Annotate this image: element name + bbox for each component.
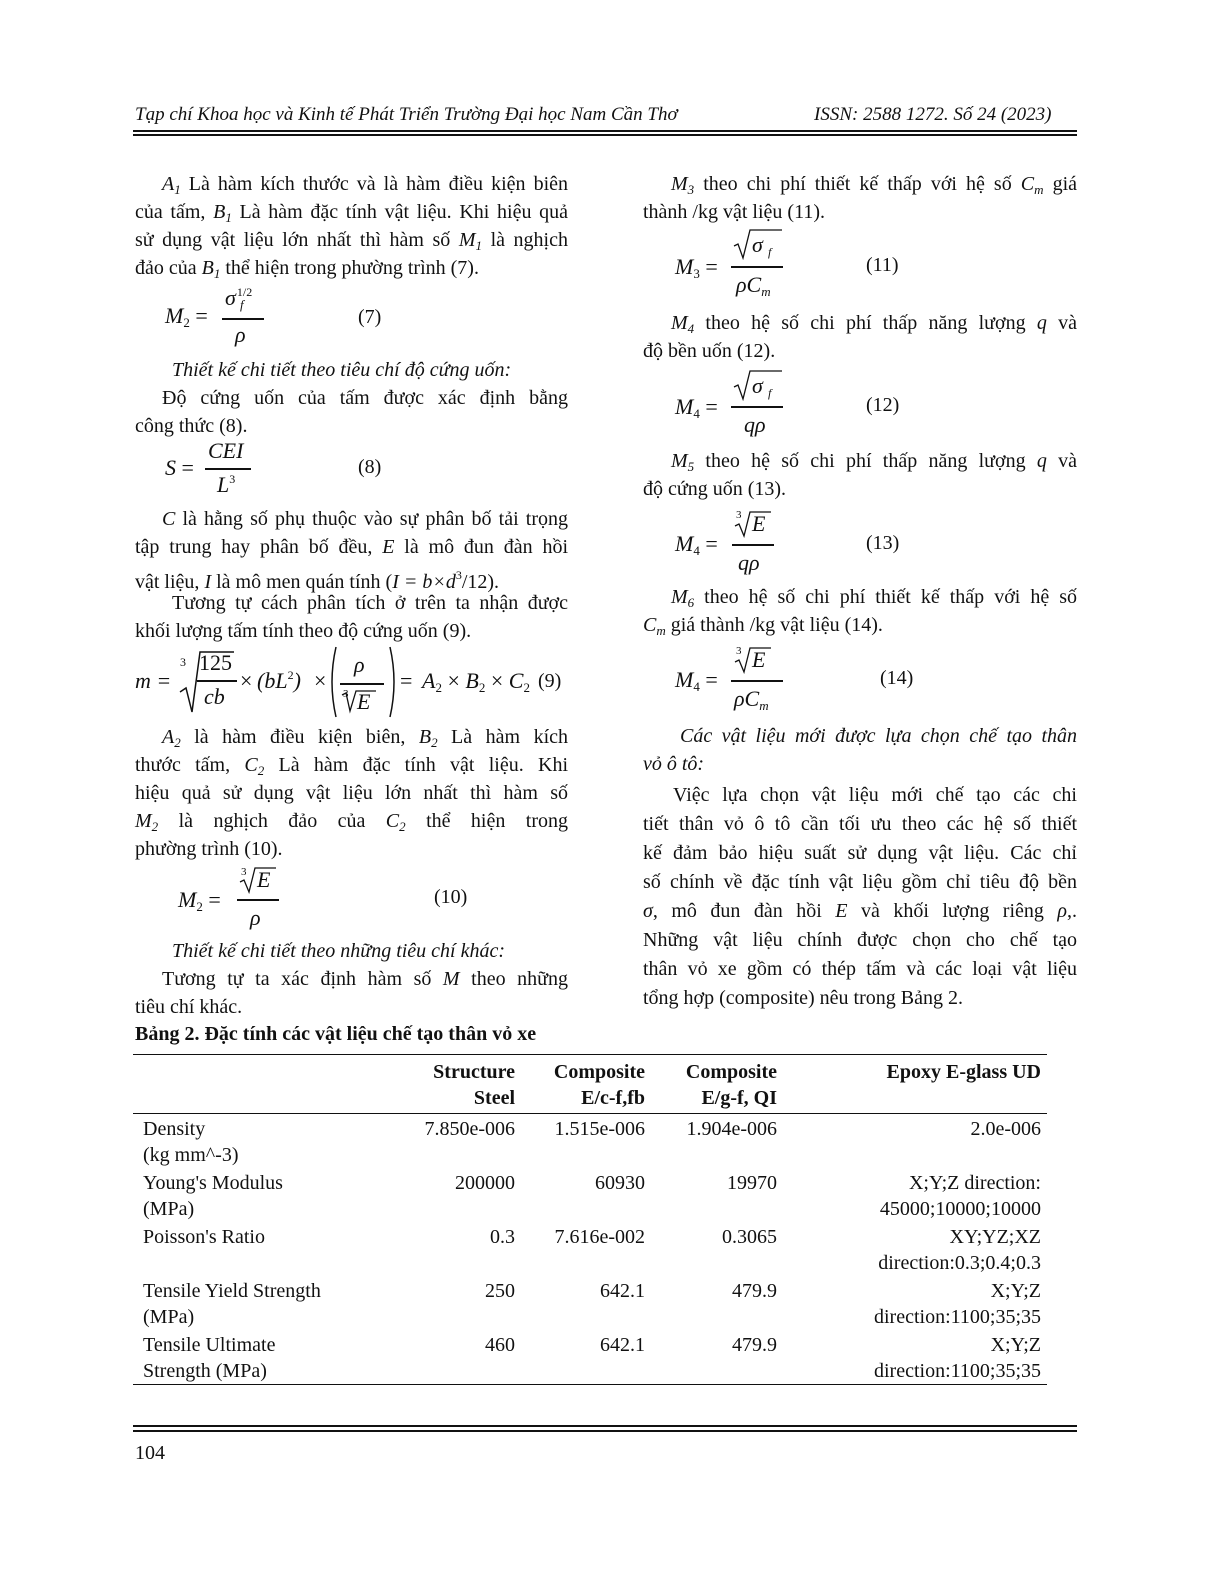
table-row-label: Density (kg mm^-3) [143, 1118, 239, 1166]
table-row [133, 1168, 1047, 1222]
left-paragraph-4-line-1: Tương tự cách phân tích ở trên ta nhận được [172, 592, 568, 614]
table-header-cell: Epoxy E-glass UD [886, 1061, 1041, 1083]
right-paragraph-1-line-2: thành /kg vật liệu (11). [643, 201, 825, 223]
right-paragraph-5-line-6: Những vật liệu chính được chọn cho chế tạo [643, 929, 1077, 951]
left-paragraph-1-line-4: đảo của $B_1$ thể hiện trong phường trình (7). [135, 257, 479, 281]
table-cell: 1.904e-006 [686, 1118, 777, 1140]
left-paragraph-2-line-1: Độ cứng uốn của tấm được xác định bằng [162, 387, 568, 409]
left-paragraph-1-line-3: sử dụng vật liệu lớn nhất thì hàm số $M_1$ là nghịch [135, 229, 568, 253]
left-paragraph-5-line-2: thước tấm, $C_2$ Là hàm đặc tính vật liệu. Khi [135, 754, 569, 778]
right-heading-new-materials-line-2: vỏ ô tô: [643, 753, 705, 775]
issn-issue: ISSN: 2588 1272. Số 24 (2023) [814, 104, 1052, 125]
table-header-cell: Structure Steel [433, 1061, 515, 1109]
left-paragraph-1-line-2: của tấm, $B_1$ Là hàm đặc tính vật liệu. Khi hiệu quả [135, 201, 568, 225]
table-header-cell: Composite E/g-f, QI [685, 1061, 777, 1109]
table-cell: X;Y;Z direction: 45000;10000;10000 [879, 1172, 1041, 1220]
table-row [133, 1222, 1047, 1276]
right-paragraph-3-line-1: $M_5$ theo hệ số chi phí thấp năng lượng q và [671, 450, 1077, 474]
right-paragraph-3-line-2: độ cứng uốn (13). [643, 478, 787, 500]
table-row-label: Tensile Yield Strength (MPa) [143, 1280, 321, 1328]
right-paragraph-5-line-5: σ, mô đun đàn hồi E và khối lượng riêng ρ,. [643, 900, 1077, 922]
table-cell: 0.3 [490, 1226, 515, 1248]
footer-rule-top [133, 1425, 1077, 1427]
page-number: 104 [135, 1442, 165, 1464]
table-header-row [133, 1055, 1047, 1114]
table-row [133, 1330, 1047, 1385]
left-paragraph-1-line-1: $A_1$ Là hàm kích thước và là hàm điều kiện biên [162, 173, 568, 197]
left-paragraph-5-line-4: $M_2$ là nghịch đảo của $C_2$ thể hiện trong [135, 810, 568, 834]
left-paragraph-3-line-2: tập trung hay phân bố đều, E là mô đun đàn hồi [135, 536, 568, 558]
right-paragraph-5-line-3: kế đảm bảo hiệu suất sử dụng vật liệu. Các chỉ [643, 842, 1077, 864]
right-paragraph-5-line-2: tiết thân vỏ ô tô cần tối ưu theo các hệ số thiết [643, 813, 1077, 835]
table-row-label: Tensile Ultimate Strength (MPa) [143, 1334, 276, 1382]
header-rule-bottom [133, 134, 1077, 136]
table-cell: 479.9 [732, 1334, 777, 1356]
table-header-blank [133, 1055, 395, 1114]
table-row-label: Poisson's Ratio [143, 1226, 265, 1248]
right-paragraph-5-line-8: tổng hợp (composite) nêu trong Bảng 2. [643, 987, 963, 1009]
footer-rule-bottom [133, 1430, 1077, 1432]
table-cell: 642.1 [600, 1280, 645, 1302]
left-paragraph-5-line-5: phường trình (10). [135, 838, 283, 860]
right-paragraph-5-line-1: Việc lựa chọn vật liệu mới chế tạo các chi [673, 784, 1077, 806]
table-caption: Bảng 2. Đặc tính các vật liệu chế tạo thân vỏ xe [135, 1023, 537, 1045]
right-paragraph-4-line-2: $C_m$ giá thành /kg vật liệu (14). [643, 614, 883, 638]
table-cell: 60930 [595, 1172, 645, 1194]
materials-table [133, 1054, 1047, 1385]
table-cell: 460 [485, 1334, 515, 1356]
right-heading-new-materials-line-1: Các vật liệu mới được lựa chọn chế tạo thân [680, 725, 1077, 747]
left-paragraph-5-line-3: hiệu quả sử dụng vật liệu lớn nhất thì hàm số [135, 782, 568, 804]
left-paragraph-2-line-2: công thức (8). [135, 415, 248, 437]
table-header-cell: Composite E/c-f,fb [553, 1061, 645, 1109]
right-paragraph-5-line-4: số chính về đặc tính vật liệu gồm chỉ tiêu độ bền [643, 871, 1077, 893]
table-cell: 479.9 [732, 1280, 777, 1302]
table-row [133, 1114, 1047, 1169]
table-cell: X;Y;Z direction:1100;35;35 [873, 1280, 1041, 1328]
table-cell: 200000 [455, 1172, 515, 1194]
table-cell: X;Y;Z direction:1100;35;35 [873, 1334, 1041, 1382]
table-cell: 19970 [727, 1172, 777, 1194]
left-paragraph-6-line-2: tiêu chí khác. [135, 996, 243, 1018]
table-row [133, 1276, 1047, 1330]
table-cell: 1.515e-006 [554, 1118, 645, 1140]
left-paragraph-6-line-1: Tương tự ta xác định hàm số M theo những [162, 968, 568, 990]
table-cell: 7.616e-002 [554, 1226, 645, 1248]
left-paragraph-4-line-2: khối lượng tấm tính theo độ cứng uốn (9). [135, 620, 472, 642]
table-cell: 250 [485, 1280, 515, 1302]
table-cell: 0.3065 [722, 1226, 777, 1248]
right-paragraph-4-line-1: $M_6$ theo hệ số chi phí thiết kế thấp với hệ số [671, 586, 1077, 610]
right-paragraph-2-line-2: độ bền uốn (12). [643, 340, 776, 362]
right-paragraph-1-line-1: $M_3$ theo chi phí thiết kế thấp với hệ số $C_m$ giá [671, 173, 1078, 197]
left-heading-other-criteria: Thiết kế chi tiết theo những tiêu chí khác: [172, 940, 506, 962]
right-paragraph-5-line-7: thân vỏ xe gồm có thép tấm và các loại vật liệu [643, 958, 1077, 980]
left-paragraph-3-line-3: vật liệu, I là mô men quán tính $(I = b\times d^3/12)$. [135, 568, 500, 593]
right-paragraph-2-line-1: $M_4$ theo hệ số chi phí thấp năng lượng q và [671, 312, 1077, 336]
left-paragraph-3-line-1: C là hằng số phụ thuộc vào sự phân bố tải trọng [162, 508, 568, 530]
table-row-label: Young's Modulus (MPa) [143, 1172, 283, 1220]
header-rule-top [133, 130, 1077, 132]
journal-title: Tạp chí Khoa học và Kinh tế Phát Triển Trường Đại học Nam Cần Thơ [135, 104, 678, 125]
left-heading-flexural-stiffness: Thiết kế chi tiết theo tiêu chí độ cứng uốn: [172, 359, 512, 381]
left-paragraph-5-line-1: $A_2$ là hàm điều kiện biên, $B_2$ Là hàm kích [162, 726, 568, 750]
table-cell: 2.0e-006 [970, 1118, 1041, 1140]
table-cell: 642.1 [600, 1334, 645, 1356]
table-cell: 7.850e-006 [424, 1118, 515, 1140]
table-cell: XY;YZ;XZ direction:0.3;0.4;0.3 [878, 1226, 1041, 1274]
